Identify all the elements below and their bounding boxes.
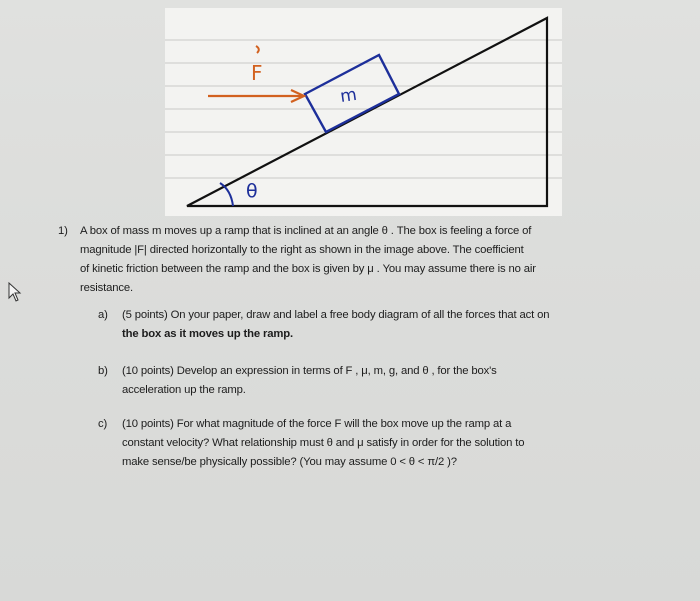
part-c-line: constant velocity? What relationship must θ and μ satisfy in order for the solution to — [122, 437, 525, 449]
part-a-line: (5 points) On your paper, draw and label a free body diagram of all the forces that act on — [122, 309, 550, 321]
question-number: 1) — [58, 225, 68, 237]
part-b-body — [122, 362, 662, 400]
mouse-pointer-icon — [8, 282, 22, 307]
part-a-label: a) — [98, 309, 108, 321]
question-line: of kinetic friction between the ramp and the box is given by μ . You may assume there is no air — [80, 263, 536, 275]
angle-label: θ — [246, 180, 258, 202]
question-line: resistance. — [80, 282, 133, 294]
ruled-lines — [165, 40, 562, 178]
question-body — [80, 222, 655, 298]
part-c-label: c) — [98, 418, 108, 430]
vector-mark-icon — [256, 46, 259, 53]
part-c-line: (10 points) For what magnitude of the force F will the box move up the ramp at a — [122, 418, 512, 430]
mass-label: m — [338, 84, 359, 107]
part-b-line: acceleration up the ramp. — [122, 384, 246, 396]
part-b-line: (10 points) Develop an expression in terms of F , μ, m, g, and θ , for the box's — [122, 365, 497, 377]
ramp-figure — [165, 8, 562, 216]
part-a-line: the box as it moves up the ramp. — [122, 328, 293, 340]
part-c-body — [122, 415, 662, 472]
part-c-line: make sense/be physically possible? (You may assume 0 < θ < π/2 )? — [122, 456, 457, 468]
part-b-label: b) — [98, 365, 108, 377]
part-a-body — [122, 306, 662, 344]
ramp-diagram — [165, 8, 562, 216]
question-line: magnitude |F| directed horizontally to the right as shown in the image above. The coefficient — [80, 244, 524, 256]
force-label: F — [251, 61, 263, 85]
question-line: A box of mass m moves up a ramp that is inclined at an angle θ . The box is feeling a force of — [80, 225, 532, 237]
